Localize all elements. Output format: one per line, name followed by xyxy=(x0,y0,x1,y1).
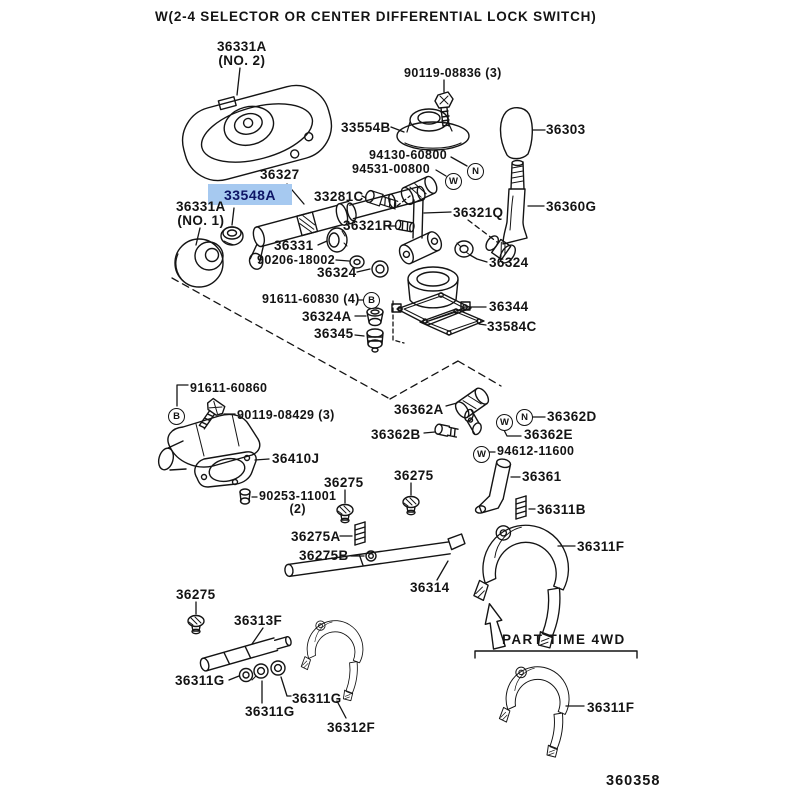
clip-36275-mid-left-drawing xyxy=(337,505,353,523)
spring-36275a-drawing xyxy=(355,522,365,545)
part-label-36362d[interactable]: 36362D xyxy=(547,409,597,424)
fork-36312f-drawing xyxy=(301,621,363,701)
fork-36311f-bottom-drawing xyxy=(499,667,569,757)
part-label-36313f[interactable]: 36313F xyxy=(234,613,283,628)
part-label-36324-right[interactable]: 36324 xyxy=(489,255,529,270)
part-label-94612-11600[interactable]: 94612-11600 xyxy=(497,444,575,458)
bushing-36324a-drawing xyxy=(367,308,383,326)
figure-number: 360358 xyxy=(606,773,661,789)
part-label-90206-18002[interactable]: 90206-18002 xyxy=(257,253,336,267)
ring-36324-left-drawing xyxy=(372,261,388,277)
housing-36410j-drawing xyxy=(156,414,259,487)
part-label-36311g-1[interactable]: 36311G xyxy=(175,673,225,688)
spring-36311b-drawing xyxy=(516,496,526,519)
part-label-36362e[interactable]: 36362E xyxy=(524,427,573,442)
part-label-36314[interactable]: 36314 xyxy=(410,580,450,595)
dust-cover-33554b-drawing xyxy=(397,109,469,150)
lever-36361-drawing xyxy=(474,455,512,518)
part-label-36275-bottom[interactable]: 36275 xyxy=(176,587,216,602)
part-label-36331[interactable]: 36331 xyxy=(274,238,314,253)
part-label-36327[interactable]: 36327 xyxy=(260,167,300,182)
part-label-36331a-no1[interactable] xyxy=(176,200,226,228)
part-label-90119-08836[interactable]: 90119-08836 (3) xyxy=(404,66,502,80)
circled-w-icon: W xyxy=(445,173,462,190)
part-label-36410j[interactable]: 36410J xyxy=(272,451,320,466)
part-label-36275b[interactable]: 36275B xyxy=(299,548,349,563)
knob-36331a-no1-drawing xyxy=(175,239,223,287)
ring-36311g-1-drawing xyxy=(240,669,253,682)
shift-knob-36303-drawing xyxy=(501,108,533,159)
part-label-36324-left[interactable]: 36324 xyxy=(317,265,357,280)
part-number-suffix: (NO. 2) xyxy=(218,53,266,69)
link-36321q-drawing xyxy=(397,175,444,266)
part-label-36321r[interactable]: 36321R xyxy=(343,218,393,233)
part-label-36321q[interactable]: 36321Q xyxy=(453,205,504,220)
part-label-91611-60830[interactable]: 91611-60830 (4) xyxy=(262,292,360,306)
part-label-36275a[interactable]: 36275A xyxy=(291,529,341,544)
part-label-94130-60800[interactable]: 94130-60800 xyxy=(369,148,448,162)
nut-33548a-drawing xyxy=(221,227,243,245)
part-label-36311g-2[interactable]: 36311G xyxy=(245,704,295,719)
part-number: 36331A xyxy=(176,199,226,214)
circled-w-icon: W xyxy=(473,446,490,463)
part-label-36344[interactable]: 36344 xyxy=(489,299,529,314)
part-label-36311f-top[interactable]: 36311F xyxy=(577,539,625,554)
pin-36321r-drawing xyxy=(395,220,415,232)
part-label-33584c[interactable]: 33584C xyxy=(487,319,537,334)
gasket-33584c-drawing xyxy=(420,309,484,335)
gasket-plate-36331a-no2-drawing xyxy=(174,74,339,188)
bushing-36345-drawing xyxy=(367,329,383,352)
part-label-94531-00800[interactable]: 94531-00800 xyxy=(352,162,431,176)
part-label-36324a[interactable]: 36324A xyxy=(302,309,352,324)
part-label-36303[interactable]: 36303 xyxy=(546,122,586,137)
part-label-36275-mid-left[interactable]: 36275 xyxy=(324,475,364,490)
clip-36275-mid-drawing xyxy=(403,497,419,515)
circled-b-icon: B xyxy=(363,292,380,309)
bolt-36362b-drawing xyxy=(434,424,458,438)
part-label-33281c[interactable]: 33281C xyxy=(314,189,364,204)
part-time-4wd-note: PART TIME 4WD xyxy=(502,632,626,647)
ring-36324-right-drawing xyxy=(455,241,473,257)
part-number: 90253-11001 xyxy=(259,489,337,503)
part-label-90253-11001[interactable] xyxy=(259,490,336,516)
part-label-91611-60860[interactable]: 91611-60860 xyxy=(190,381,268,395)
ring-36311g-2-drawing xyxy=(252,664,268,680)
circled-n-icon: N xyxy=(516,409,533,426)
part-label-36345[interactable]: 36345 xyxy=(314,326,354,341)
joint-36362a-drawing xyxy=(453,386,491,436)
part-number-suffix: (NO. 1) xyxy=(177,213,225,229)
fork-36311f-top-drawing xyxy=(474,525,569,648)
part-label-36331a-no2[interactable] xyxy=(217,40,267,68)
ring-36311g-3-drawing xyxy=(271,661,285,675)
part-label-36362a[interactable]: 36362A xyxy=(394,402,444,417)
circled-n-icon: N xyxy=(467,163,484,180)
part-label-36311f-bottom[interactable]: 36311F xyxy=(587,700,635,715)
retainer-36344-drawing xyxy=(392,267,471,325)
plug-90253-11001-drawing xyxy=(240,489,250,504)
part-label-33554b[interactable]: 33554B xyxy=(341,120,391,135)
clip-36275-bottom-drawing xyxy=(188,616,204,634)
circled-b-icon: B xyxy=(168,408,185,425)
part-label-90119-08429[interactable]: 90119-08429 (3) xyxy=(237,408,335,422)
part-label-36311b[interactable]: 36311B xyxy=(537,502,586,517)
part-quantity: (2) xyxy=(289,502,306,517)
part-label-36312f[interactable]: 36312F xyxy=(327,720,376,735)
diagram-title: W(2-4 SELECTOR OR CENTER DIFFERENTIAL LOCK SWITCH) xyxy=(155,9,597,24)
part-number: 36331A xyxy=(217,39,267,54)
part-label-33548a-selected[interactable]: 33548A xyxy=(208,184,292,205)
shaft-36313f-drawing xyxy=(199,634,292,672)
part-time-4wd-bracket xyxy=(475,651,637,658)
part-label-36275-mid[interactable]: 36275 xyxy=(394,468,434,483)
part-label-36361[interactable]: 36361 xyxy=(522,469,562,484)
circled-w-icon: W xyxy=(496,414,513,431)
part-label-36360g[interactable]: 36360G xyxy=(546,199,597,214)
part-label-36362b[interactable]: 36362B xyxy=(371,427,421,442)
part-label-36311g-3[interactable]: 36311G xyxy=(292,691,342,706)
